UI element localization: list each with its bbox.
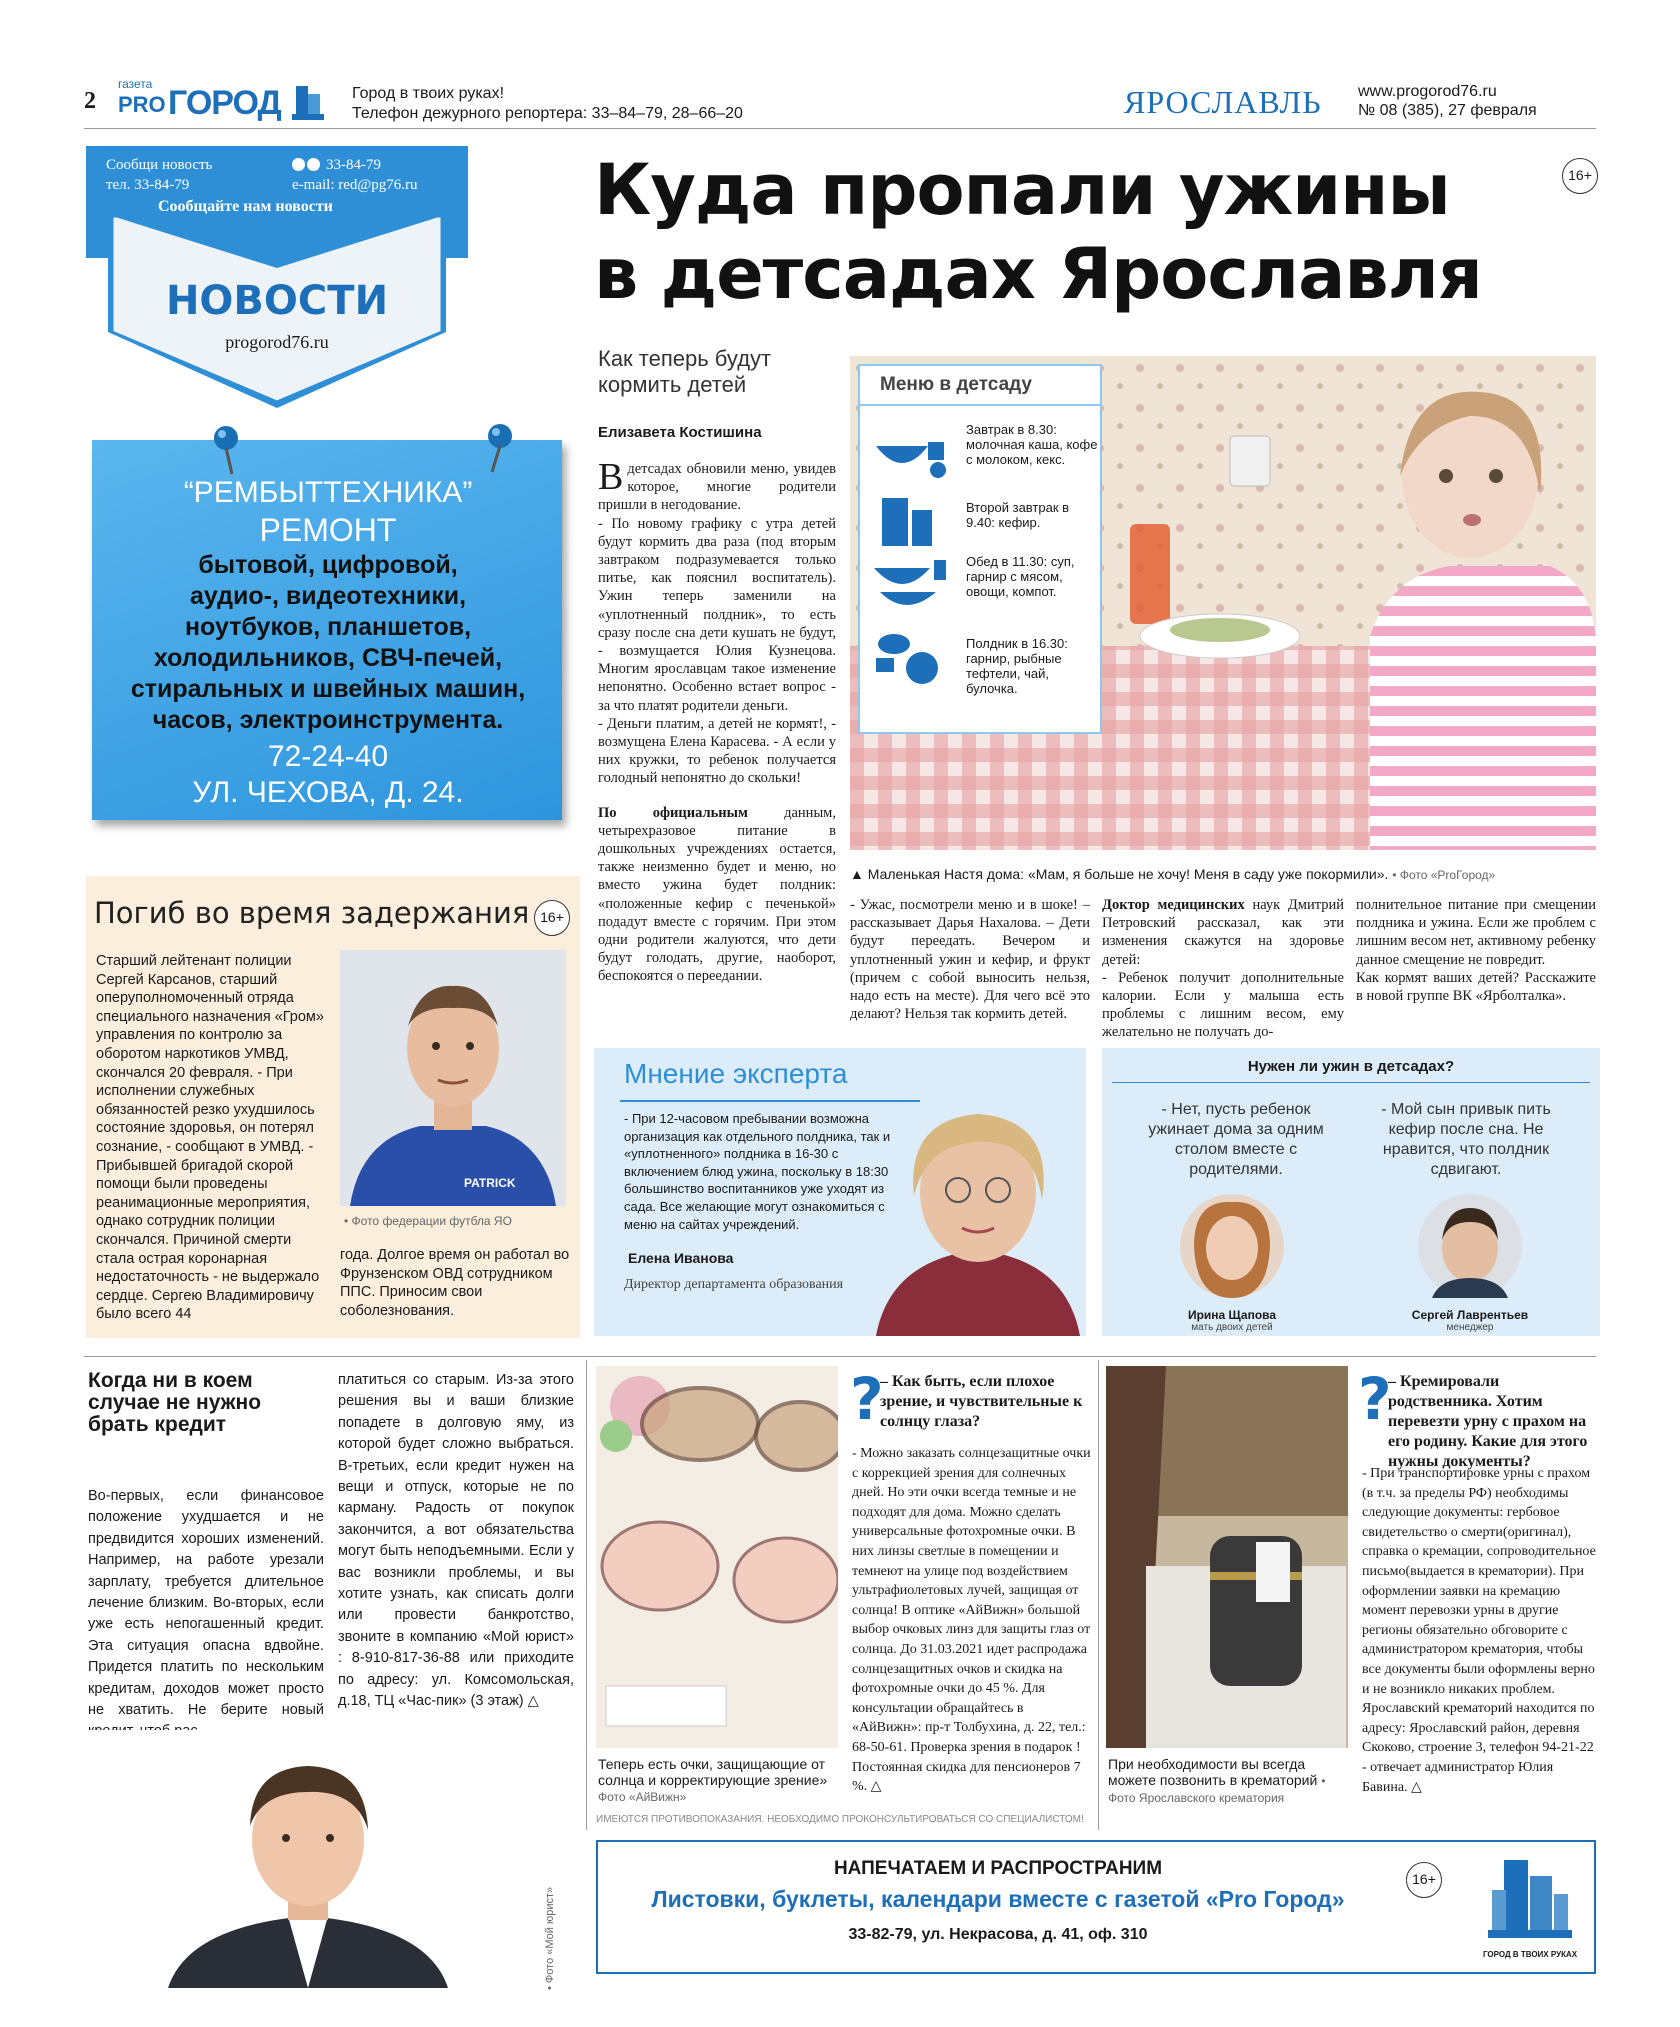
urn-photo-caption: При необходимости вы всегда можете позвонить в крематорий • Фото Ярославского крематория (1108, 1756, 1326, 1805)
ad-line: часов, электроинструмента. (152, 706, 504, 734)
lawyer-photo (88, 1730, 538, 1988)
poll-answer-1: - Нет, пусть ребенок ужинает дома за одним столом вместе с родителями. (1148, 1101, 1324, 1178)
shirt-brand: PATRICK (464, 1176, 516, 1190)
menu-infobox (858, 364, 1102, 734)
question-mark-icon: ? (850, 1365, 884, 1433)
page-number: 2 (84, 88, 96, 114)
menu-item-lunch: Обед в 11.30: суп, гарнир с мясом, овощи, компот. (966, 554, 1075, 599)
tagline-slogan: Город в твоих руках! (352, 85, 505, 102)
age-rating-badge: 16+ (1562, 158, 1598, 194)
death-story-text-left: Старший лейтенант полиции Сергей Карсанов, старший оперуполномоченный отряда специального назначения «Гром» управления по контролю за оборотом наркотиков УМВД, скончался 20 февраля. - При исполнении служебных обязанностей резко ухудшилось состояние здоровья, он потерял сознание, - сообщают в УМВД. - Прибывшей бригадой скорой помощи были проведены реанимационные мероприятия, однако сотрудник полиции скончался. Причиной смерти стала острая коронарная недостаточность - не выдержало сердце. Сергею Владимировичу было всего 44 (96, 953, 324, 1323)
caret-up-icon: ▲ (850, 866, 868, 882)
ad-line: стиральных и швейных машин, (130, 675, 526, 703)
logo-gorod-text: ГОРОД (168, 84, 281, 122)
building-icon (290, 78, 326, 122)
ad-line: бытовой, цифровой, (198, 551, 458, 579)
section-divider (84, 1356, 1596, 1357)
city-logo-icon (1484, 1850, 1576, 1944)
whatsapp-icon (292, 158, 305, 171)
ad-line: холодильников, СВЧ-печей, (153, 644, 503, 672)
pushpin-icon (478, 422, 518, 478)
ad-line: ноутбуков, планшетов, (184, 613, 472, 641)
urn-photo (1106, 1366, 1348, 1748)
officer-photo (340, 950, 566, 1206)
expert-quote: - При 12-часовом пребывании возможна организация как отдельного полдника, так и «уплотненного» полдника в 16-30 с включением блюд ужина, поскольку в 18:30 большинство воспитанников уже уходят из сада. Все желающие могут ознакомиться с меню на сайтах учреждений. (624, 1111, 891, 1232)
drop-cap: В (598, 456, 624, 498)
glasses-question: – Как быть, если плохое зрение, и чувствительные к солнцу глаза? (880, 1373, 1083, 1430)
print-ad-line1: НАПЕЧАТАЕМ И РАСПРОСТРАНИМ (833, 1858, 1163, 1879)
menu-title-rule (860, 404, 1100, 406)
ad-service: РЕМОНТ (259, 512, 397, 548)
expert-title: Мнение эксперта (624, 1058, 848, 1089)
main-subhead: Как теперь будут кормить детей (598, 346, 772, 397)
menu-item-second-breakfast: Второй завтрак в 9.40: кефир. (966, 500, 1070, 530)
glasses-photo-caption: Теперь есть очки, защищающие от солнца и корректирующие зрение» Фото «АйВижн» (598, 1756, 828, 1804)
age-rating-badge: 16+ (534, 900, 570, 936)
main-article-col1: Вдетсадах обновили меню, увидев которое, многие родители пришли в негодование. - По новому графику с утра детей будут кормить два раза (под вторым завтраком подразумевается только питье, как пояснил воспитатель). Ужин теперь заменили на «уплотненный полдник», то есть сразу после сна дети кушать не будут, - возмущается Юлия Кузнецова. Многим ярославцам такое изменение непонятно. Особенно встает вопрос - за что платят родители деньги. - Деньги платим, а детей не кормят!, - возмущена Елена Карасева. - А если у них кружки, то ребенок получается голодный непонятно до скольки! По официальным данным, четырехразовое питание в дошкольных учреждениях остается, также неизменно будет и меню, но вместо ужина будет полдник: «положенные кефир с печенькой» подадут вместе с горячим. При этом одни родители жалуются, что дети будут голодать, другие, наоборот, беспокоятся о переедании. (598, 456, 836, 985)
officer-photo-credit: • Фото федерации футбла ЯО (344, 1214, 512, 1228)
ad-address: УЛ. ЧЕХОВА, Д. 24. (192, 776, 464, 809)
headline-line1: Куда пропали ужины (594, 149, 1450, 231)
credit-article-col2: платиться со старым. Из-за этого решения вы и ваши близкие попадете в долговую яму, из которой будет сложно выбраться. В-третьих, если кредит нужен на вещи и отпуск, которые не по карману. Радость от покупок закончится, а вот обязательства могут быть неподъемными. Если у вас возникли проблемы, и вы хотите узнать, как списать долги или провести банкротство, звоните в компанию «Мой юрист» : 8-910-817-36-88 или приходите по адресу: ул. Комсомольская, д.18, ТЦ «Час-пик» (3 этаж) △ (338, 1372, 574, 1710)
pushpin-icon (208, 424, 248, 480)
poll-title-rule (1112, 1082, 1590, 1083)
poll-person-2-role: менеджер (1446, 1322, 1494, 1333)
poll-box (1102, 1048, 1600, 1336)
poll-person-1-name: Ирина Щапова (1187, 1308, 1277, 1322)
main-article-col2: - Ужас, посмотрели меню и в шоке! – рассказывает Дарья Нахалова. – Дети будут переедать. Вечером и уплотненный ужин и кефир, и фрукт (причем с собой выносить нельзя, надо есть на месте). Для чего всё это делают? Нельзя так кормить детей. (850, 897, 1090, 1023)
headline-line2: в детсадах Ярославля (594, 233, 1482, 315)
ad-brand: “РЕМБЫТТЕХНИКА” (183, 476, 473, 509)
poll-person-1-photo (1180, 1194, 1284, 1298)
news-badge (86, 146, 468, 408)
age-rating-badge: 16+ (1406, 1862, 1442, 1898)
logo-small-text: газета (118, 77, 153, 91)
column-divider (586, 1360, 587, 1830)
poll-person-1-role: мать двоих детей (1191, 1322, 1273, 1333)
ad-service-list (98, 550, 558, 736)
death-story-title: Погиб во время задержания (94, 896, 530, 930)
main-headline (594, 148, 1574, 316)
menu-item-breakfast: Завтрак в 8.30: молочная каша, кофе с молоком, кекс. (966, 422, 1098, 467)
expert-portrait (870, 1100, 1086, 1336)
menu-title: Меню в детсаду (880, 374, 1032, 395)
site-url[interactable]: www.progorod76.ru (1358, 83, 1497, 100)
logo-pro-text: PRO (118, 92, 166, 117)
credit-article-title: Когда ни в коем случае не нужно брать кредит (88, 1369, 262, 1436)
poll-person-2-name: Сергей Лаврентьев (1411, 1308, 1529, 1322)
glasses-answer: - Можно заказать солнцезащитные очки с коррекцией зрения для солнечных дней. Но эти очки всегда темные и не подходят для дома. Можно сделать универсальные фотохромные очки. В них линзы светлые в помещении и темнеют на улице под воздействием ультрафиолетовых лучей, защищая от солнца! В оптике «АйВижн» большой выбор очковых линз для защиты глаз от солнца. До 31.03.2021 идет распродажа солнцезащитных очков и скидка на фотохромные очки до 45 %. Для консультации обращайтесь в «АйВижн»: пр-т Толбухина, д. 22, тел.: 68-50-61. Проверка зрения в подарок ! Постоянная скидка для пенсионеров 7 %. △ (852, 1446, 1091, 1795)
news-badge-phone: 33-84-79 (292, 156, 381, 174)
expert-name: Елена Иванова (628, 1250, 734, 1266)
ad-phone: 72-24-40 (267, 740, 389, 773)
lunch-icon (872, 552, 952, 612)
header-tagline (352, 84, 743, 124)
afternoon-snack-icon (872, 624, 952, 684)
main-article-col4: полнительное питание при смещении полдника и ужина. Если же проблем с лишним весом нет, активному ребенку данное смещение не повредит. Как кормят ваших детей? Расскажите в новой группе ВК «Ярболталка». (1356, 897, 1596, 1005)
header-divider (84, 128, 1596, 129)
news-badge-line2: тел. 33-84-79 (106, 177, 190, 193)
print-ad-contacts: 33-82-79, ул. Некрасова, д. 41, оф. 310 (848, 1926, 1148, 1943)
city-logo-caption: ГОРОД В ТВОИХ РУКАХ (1482, 1950, 1578, 1959)
newspaper-logo (118, 78, 328, 126)
urn-answer: - При транспортировке урны с прахом (в т.ч. за пределы РФ) необходимы следующие документы: гербовое свидетельство о смерти(оригинал), справка о кремации, сопроводительное письмо(выдается в крематории). При оформлении заявки на кремацию момент перевозки урны в другие регионы обязательно обговорите с администратором крематория, чтобы все документы были оформлены верно и не возникло никаких проблем. Ярославский крематорий находится по адресу: Ярославский район, деревня Скоково, строение 3, телефон 94-21-22 - отвечает администратор Юлия Бавина. △ (1362, 1466, 1596, 1795)
city-name: ЯРОСЛАВЛЬ (1124, 84, 1322, 120)
news-badge-email[interactable]: e-mail: red@pg76.ru (292, 177, 418, 193)
breakfast-icon (872, 420, 952, 480)
tagline-phone: Телефон дежурного репортера: 33–84–79, 28–66–20 (352, 105, 743, 122)
issue-number: № 08 (385), 27 февраля (1358, 102, 1537, 119)
urn-question: – Кремировали родственника. Хотим перевезти урну с прахом на его родину. Какие для этого нужны документы? (1388, 1373, 1588, 1470)
news-badge-site[interactable]: progorod76.ru (225, 332, 329, 352)
lawyer-photo-credit: • Фото «Мой юрист» (544, 1886, 556, 1990)
article-author: Елизавета Костишина (598, 424, 762, 441)
column-divider (1098, 1360, 1099, 1830)
menu-item-snack: Полдник в 16.30: гарнир, рыбные тефтели, чай, булочка. (966, 636, 1068, 696)
kefir-icon (872, 490, 952, 550)
poll-title: Нужен ли ужин в детсадах? (1247, 1058, 1455, 1075)
death-story-text-right: года. Долгое время он работал во Фрунзенском ОВД сотрудником ППС. Приносим свои соболезнования. (340, 1247, 570, 1319)
news-badge-line1: Сообщи новость (106, 157, 213, 173)
poll-person-2-photo (1418, 1194, 1522, 1298)
print-services-ad (596, 1840, 1596, 1974)
glasses-photo (596, 1366, 838, 1748)
main-article-col3: Доктор медицинских наук Дмитрий Петровский рассказал, как эти изменения скажутся на здоровье детей: - Ребенок получит дополнительные калории. Если у малыша есть проблемы с лишним весом, ему желательно не получать до- (1102, 897, 1344, 1041)
news-badge-title: НОВОСТИ (165, 278, 389, 324)
officer-illustration (340, 950, 566, 1206)
news-badge-cta: Сообщайте нам новости (158, 198, 333, 215)
expert-position: Директор департамента образования (624, 1277, 844, 1292)
repair-ad (88, 428, 572, 834)
question-mark-icon: ? (1358, 1365, 1392, 1433)
glasses-disclaimer: ИМЕЮТСЯ ПРОТИВОПОКАЗАНИЯ. НЕОБХОДИМО ПРОКОНСУЛЬТИРОВАТЬСЯ СО СПЕЦИАЛИСТОМ! (596, 1814, 1084, 1825)
main-photo-caption: ▲ Маленькая Настя дома: «Мам, я больше не хочу! Меня в саду уже покормили». • Фото «ProГород» (850, 866, 1496, 882)
ad-line: аудио-, видеотехники, (189, 582, 467, 610)
issue-info (1358, 82, 1537, 120)
poll-answer-2: - Мой сын привык пить кефир после сна. Не нравится, что полдник сдвигают. (1381, 1101, 1551, 1178)
credit-article-col1: Во-первых, если финансовое положение ухудшается и не предвидится хороших изменений. Например, на работе урезали зарплату, требуется длительное лечение близким. Во-вторых, если уже есть непогашенный кредит. Эта ситуация опасна вдвойне. Придется платить по нескольким кредитам, доходов может просто не хватить. Не берите новый (88, 1488, 324, 1719)
viber-icon (307, 158, 320, 171)
print-ad-line2: Листовки, буклеты, календари вместе с газетой «Pro Город» (651, 1886, 1345, 1912)
